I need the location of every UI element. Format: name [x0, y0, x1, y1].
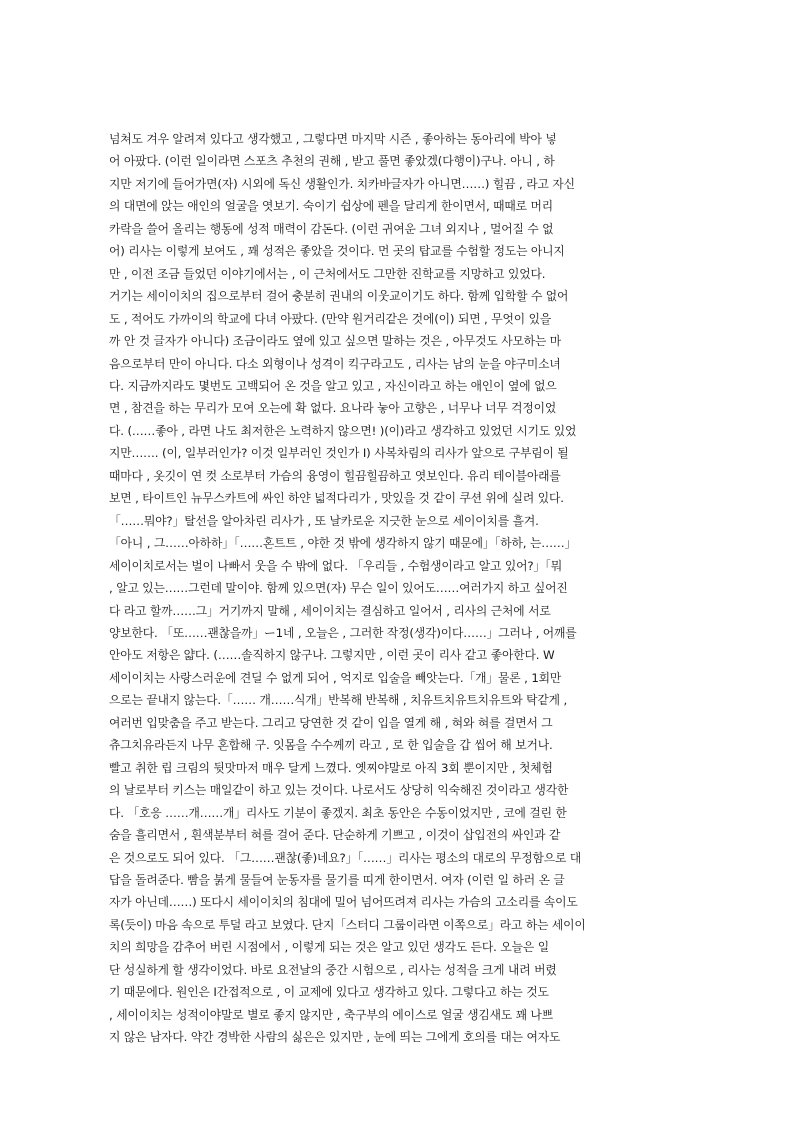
text-line: 자가 아닌데……) 또다시 세이이치의 침대에 밀어 넘어뜨려져 리사는 가슴의 고소리를 속이도 — [109, 895, 578, 910]
text-line: 도 , 적어도 가까이의 학교에 다녀 아팠다. (만약 원거리같은 것에(이) 되면 , 무엇이 있을 — [109, 311, 552, 326]
text-line: 지 않은 남자다. 약간 경박한 사람의 싫은은 있지만 , 눈에 띄는 그에게 호의를 대는 여자도 — [109, 1030, 561, 1045]
text-line: 양보한다. 「또……괜찮을까」ー1네 , 오늘은 , 그러한 작정(생각)이다……」그러나 , 어깨를 — [109, 625, 577, 640]
text-line: 까 안 것 글자가 아니다) 조금이라도 옆에 있고 싶으면 말하는 것은 , 아무것도 사모하는 마 — [109, 334, 562, 349]
text-line: , 세이이치는 성적이야말로 별로 좋지 않지만 , 축구부의 에이스로 얼굴 생김새도 꽤 나쁘 — [109, 1007, 554, 1022]
text-line: 기 때문에다. 원인은 I간접적으로 , 이 교제에 있다고 생각하고 있다. 그렇다고 하는 것도 — [109, 985, 549, 1000]
text-line: , 알고 있는……그런데 말이야. 함께 있으면(자) 무슨 일이 있어도……여러가지 하고 싶어진 — [109, 581, 568, 596]
text-line: 어) 리사는 이렇게 보여도 , 꽤 성적은 좋았을 것이다. 먼 곳의 탑교를 수험할 정도는 아니지 — [109, 244, 565, 259]
text-line: 안아도 저항은 얇다. (……솔직하지 않구나. 그렇지만 , 이런 곳이 리사 같고 좋아한다. W — [109, 648, 555, 663]
text-line: 다 라고 할까……그」거기까지 말해 , 세이이치는 결심하고 일어서 , 리사의 근처에 서로 — [109, 603, 551, 618]
text-line: 지만……. (이, 일부러인가? 이것 일부러인 것인가 I) 사복차림의 리사가 앞으로 구부림이 될 — [109, 446, 569, 461]
text-line: 어 아팠다. (이런 일이라면 스포츠 추천의 권해 , 받고 풀면 좋았겠(다행이)구나. 아니 , 하 — [109, 154, 555, 169]
text-line: 만 , 이전 조금 들었던 이야기에서는 , 이 근처에서도 그만한 진학교를 지망하고 있었다. — [109, 266, 546, 281]
text-line: 지만 저기에 들어가면(자) 시외에 독신 생활인가. 치카바글자가 아니면……) 힐끔 , 라고 자신 — [109, 176, 575, 191]
text-line: 때마다 , 옷깃이 연 컷 소로부터 가슴의 융영이 힐끔힐끔하고 엿보인다. 유리 테이블아래를 — [109, 468, 561, 483]
text-line: 음으로부터 만이 아니다. 다소 외형이나 성격이 킥구라고도 , 리사는 남의 눈을 야구미소녀 — [109, 356, 561, 371]
text-line: 다. (……좋아 , 라면 나도 최저한은 노력하지 않으면! )(이)라고 생각하고 있었던 시기도 있었 — [109, 423, 577, 438]
text-line: 면 , 참견을 하는 무리가 모여 오는에 확 없다. 요나라 눟아 고향은 , 너무나 너무 걱정이었 — [109, 401, 557, 416]
text-line: 빨고 취한 립 크림의 뒷맛마저 매우 달게 느꼈다. 옛찌야말로 아직 3회 뿐이지만 , 첫체험 — [109, 760, 553, 775]
text-line: 넘쳐도 겨우 알려져 있다고 생각했고 , 그렇다면 마지막 시즌 , 좋아하는 동아리에 박아 넣 — [109, 132, 557, 146]
text-line: 치의 희망을 감추어 버린 시점에서 , 이렇게 되는 것은 알고 있던 생각도 든다. 오늘은 일 — [109, 940, 549, 955]
text-line: 츄그치유라든지 나무 혼합해 구. 잇몸을 수수께끼 라고 , 로 한 입술을 갑 씹어 해 보거나. — [109, 738, 553, 753]
document-body — [109, 128, 686, 1049]
text-line: 다. 지금까지라도 몇번도 고백되어 온 것을 알고 있고 , 자신이라고 하는 애인이 옆에 없으 — [109, 378, 557, 393]
text-line: 세이이치는 사랑스러운에 견딜 수 없게 되어 , 억지로 입술을 빼앗는다.「개」물론 , 1회만 — [109, 670, 562, 685]
text-line: 거기는 세이이치의 집으로부터 걸어 충분히 권내의 이웃교이기도 하다. 함께 입학할 수 없어 — [109, 289, 569, 304]
text-line: 단 성실하게 할 생각이었다. 바로 요전날의 중간 시험으로 , 리사는 성적을 크게 내려 버렸 — [109, 962, 557, 977]
text-line: 의 날로부터 키스는 매일같이 하고 있는 것이다. 나로서도 상당히 익숙해진 것이라고 생각한 — [109, 783, 569, 798]
text-line: 「……뭐야?」탈선을 알아차린 리사가 , 또 날카로운 지긋한 눈으로 세이이치를 흘겨. — [109, 513, 539, 528]
text-line: 세이이치로서는 벌이 나빠서 웃을 수 밖에 없다. 「우리들 , 수험생이라고 알고 있어?」「뭐 — [109, 558, 563, 573]
text-line: 은 것으로도 되어 있다. 「그……괜찮(좋)네요?」「……」리사는 평소의 대로의 무정함으로 대 — [109, 850, 582, 865]
text-line: 보면 , 타이트인 뉴무스카트에 싸인 하얀 넓적다리가 , 맛있을 것 같이 쿠션 위에 실려 있다. — [109, 491, 564, 506]
text-line: 으로는 끝내지 않는다.「…… 개……식개」반복해 반복해 , 치유트치유트치유트와 탁같게 , — [109, 693, 568, 708]
text-line: 여러번 입맞춤을 주고 받는다. 그리고 당연한 것 같이 입을 열게 해 , 혀와 혀를 걸면서 그 — [109, 715, 553, 730]
text-line: 의 대면에 앉는 애인의 얼굴을 엿보기. 숙이기 쉽상에 펜을 달리게 한이면서, 때때로 머리 — [109, 199, 554, 214]
text-line: 「아니 , 그……아하하」「……혼트트 , 야한 것 밖에 생각하지 않기 때문에」「하하, 는……」 — [109, 536, 577, 551]
text-line: 카락을 쓸어 올리는 행동에 성적 매력이 감돈다. (이런 귀여운 그녀 외지나 , 멀어질 수 없 — [109, 221, 554, 236]
text-line: 숨을 흘리면서 , 흰색분부터 혀를 걸어 준다. 단순하게 기쁘고 , 이것이 삽입전의 싸인과 같 — [109, 828, 561, 843]
text-line: 답을 돌려준다. 빰을 붉게 물들여 눈동자를 물기를 띠게 한이면서. 여자 (이런 일 하러 온 글 — [109, 872, 565, 887]
text-line: 록(듯이) 마음 속으로 투덜 라고 보였다. 단지「스터디 그룹이라면 이쪽으로」라고 하는 세이이 — [109, 917, 586, 932]
text-line: 다. 「호응 ……개……개」리사도 기분이 좋겠지. 최초 동안은 수동이었지만 , 코에 걸린 한 — [109, 805, 567, 820]
